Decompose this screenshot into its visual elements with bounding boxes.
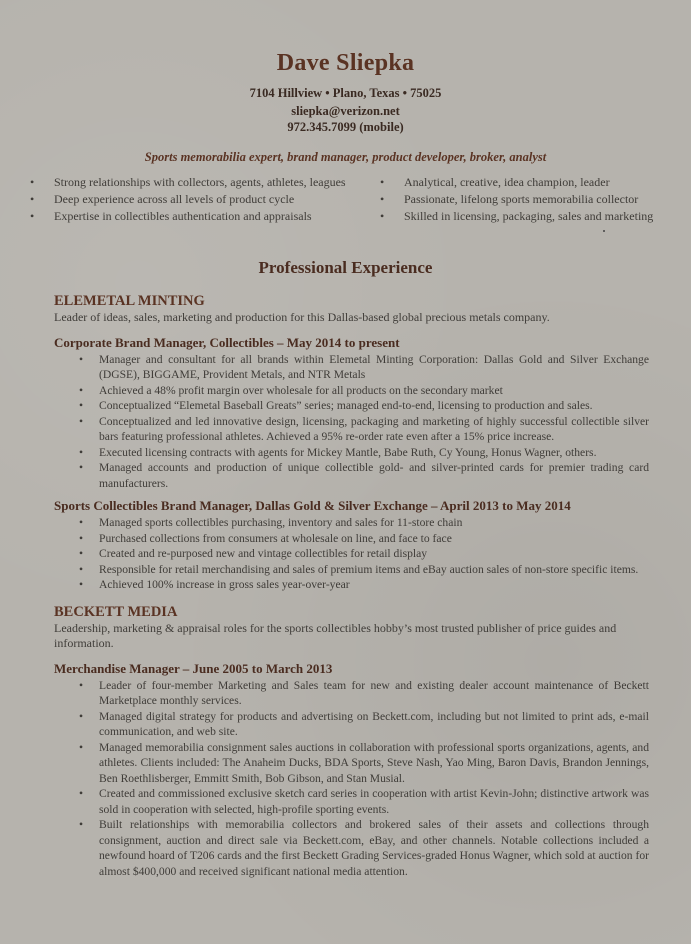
bullet-item: • Managed sports collectibles purchasing, inventory and sales for 11-store chain xyxy=(99,515,649,531)
tagline: Sports memorabilia expert, brand manager, product developer, broker, analyst xyxy=(144,150,547,164)
experience-content xyxy=(54,292,649,879)
role-bullets xyxy=(54,678,649,880)
skills-right-list xyxy=(380,174,670,225)
bullet-item: • Achieved 100% increase in gross sales year-over-year xyxy=(99,577,649,593)
phone: 972.345.7099 (mobile) xyxy=(287,120,404,134)
role-bullets xyxy=(54,352,649,492)
email: sliepka@verizon.net xyxy=(291,104,400,118)
bullet-item: • Created and commissioned exclusive sketch card series in cooperation with artist Kevin-John; distinctive artwork was sold in cooperation with selected, high-profile sporting events. xyxy=(99,786,649,817)
role-title: Sports Collectibles Brand Manager, Dallas Gold & Silver Exchange – April 2013 to May 2014 xyxy=(54,498,571,513)
skill-item: • Expertise in collectibles authentication and appraisals xyxy=(30,208,380,225)
bullet-item: • Managed accounts and production of unique collectible gold- and silver-printed cards for premier trading card manufacturers. xyxy=(99,460,649,491)
role-title: Merchandise Manager – June 2005 to March 2013 xyxy=(54,660,333,676)
company-description: Leadership, marketing & appraisal roles for the sports collectibles hobby’s most trusted publisher of price guides and information. xyxy=(54,620,617,650)
bullet-item: • Built relationships with memorabilia collectors and brokered sales of their assets and collections through consignment, auction and direct sale via Beckett.com, eBay, and other channels. Notable collections included a newfound hoard of T206 cards and the first Beckett Grading Services-graded Honus Wagner, which sold at auction for almost $400,000 and received significant national media attention. xyxy=(99,817,649,879)
address: 7104 Hillview • Plano, Texas • 75025 xyxy=(249,86,442,100)
bullet-item: • Leader of four-member Marketing and Sales team for new and existing dealer account maintenance of Beckett Marketplace monthly services. xyxy=(99,678,649,709)
section-title-experience: Professional Experience xyxy=(258,258,433,277)
company-description: Leader of ideas, sales, marketing and production for this Dallas-based global precious metals company. xyxy=(54,310,550,324)
bullet-item: • Conceptualized “Elemetal Baseball Greats” series; managed end-to-end, licensing to production and sales. xyxy=(99,398,649,414)
skill-item: • Analytical, creative, idea champion, leader xyxy=(380,174,670,191)
skills-summary xyxy=(30,174,670,225)
bullet-item: • Purchased collections from consumers at wholesale on line, and face to face xyxy=(99,531,649,547)
skill-item: • Passionate, lifelong sports memorabilia collector xyxy=(380,191,670,208)
bullet-item: • Managed digital strategy for products and advertising on Beckett.com, including but not limited to print ads, e-mail communication, and web site. xyxy=(99,709,649,740)
company-name: BECKETT MEDIA xyxy=(54,603,178,620)
skill-item: • Deep experience across all levels of product cycle xyxy=(30,191,380,208)
skill-item: • Skilled in licensing, packaging, sales and marketing xyxy=(380,208,670,225)
company-name: ELEMETAL MINTING xyxy=(54,293,205,309)
skills-left-list xyxy=(30,174,380,225)
bullet-item: • Achieved a 48% profit margin over wholesale for all products on the secondary market xyxy=(99,383,649,399)
bullet-item: • Conceptualized and led innovative design, licensing, packaging and marketing of highly successful collectible silver bars featuring professional athletes. Achieved a 95% re-order rate even after a 15% price increase. xyxy=(99,414,649,445)
candidate-name: Dave Sliepka xyxy=(276,50,415,76)
bullet-item: • Managed memorabilia consignment sales auctions in collaboration with professional sports organizations, agents, and athletes. Clients included: The Anaheim Ducks, BDA Sports, Steve Nash, Yao Ming, Baron Davis, Brandon Jennings, Ben Roethlisberger, Emmitt Smith, Bob Gibson, and Stan Musial. xyxy=(99,740,649,787)
stray-mark xyxy=(603,230,605,232)
bullet-item: • Manager and consultant for all brands within Elemetal Minting Corporation: Dallas Gold and Silver Exchange (DGSE), BIGGAME, Provident Metals, and NTR Metals xyxy=(99,352,649,383)
skill-item: • Strong relationships with collectors, agents, athletes, leagues xyxy=(30,174,380,191)
bullet-item: • Executed licensing contracts with agents for Mickey Mantle, Babe Ruth, Cy Young, Honus Wagner, others. xyxy=(99,445,649,461)
role-title: Corporate Brand Manager, Collectibles – May 2014 to present xyxy=(54,334,400,350)
bullet-item: • Created and re-purposed new and vintage collectibles for retail display xyxy=(99,546,649,562)
role-bullets xyxy=(54,515,649,593)
bullet-item: • Responsible for retail merchandising and sales of premium items and eBay auction sales of non-store specific items. xyxy=(99,562,649,578)
